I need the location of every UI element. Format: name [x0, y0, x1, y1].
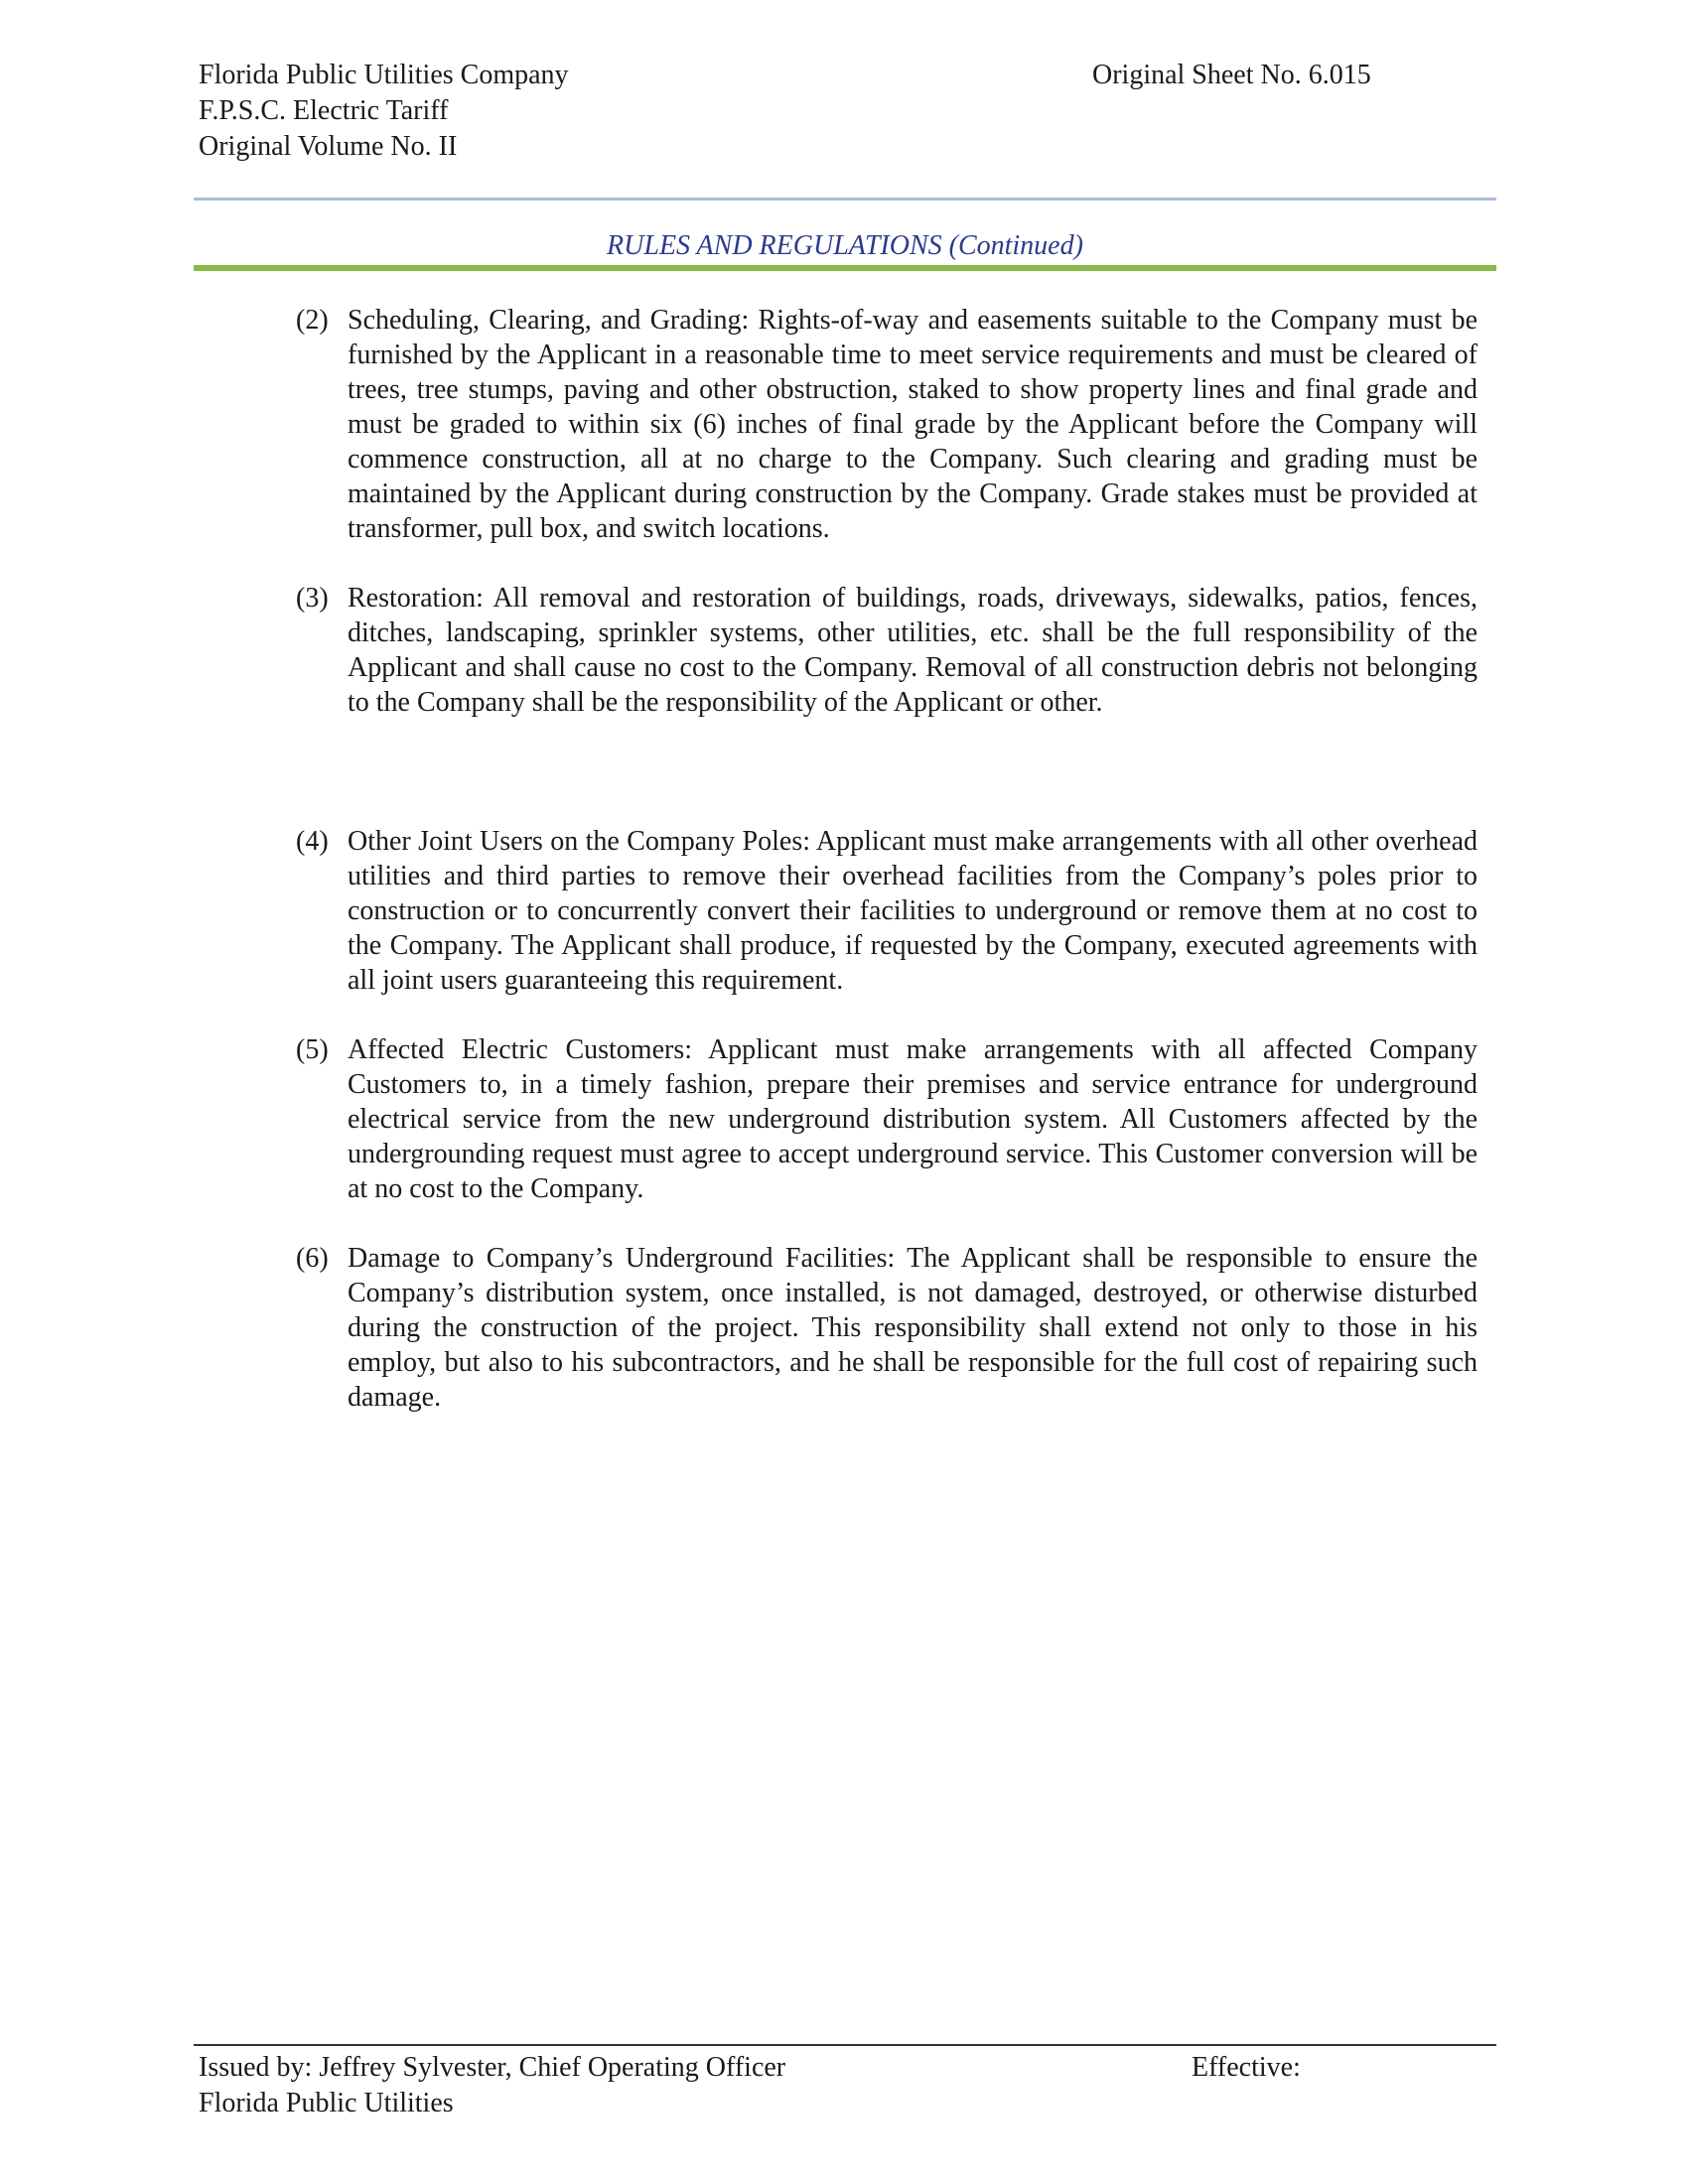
item-number: (2)	[296, 305, 329, 336]
item-number: (6)	[296, 1243, 329, 1274]
rule-item-5	[296, 1032, 1477, 1206]
rule-item-6	[296, 1241, 1477, 1415]
sheet-number: Original Sheet No. 6.015	[1092, 60, 1371, 90]
organization-name: Florida Public Utilities	[199, 2088, 454, 2118]
header-divider	[194, 198, 1496, 201]
volume-label: Original Volume No. II	[199, 131, 458, 162]
item-number: (5)	[296, 1034, 329, 1065]
item-text: Restoration: All removal and restoration of buildings, roads, driveways, sidewalks, patios, fences, ditches, landscaping, sprinkler systems, other utilities, etc. shall be the full responsibility of the Applicant and shall cause no cost to the Company. Removal of all construction debris not belonging to the Company shall be the responsibility of the Applicant or other.	[348, 583, 1477, 718]
footer-left	[199, 2050, 785, 2121]
issued-by: Issued by: Jeffrey Sylvester, Chief Operating Officer	[199, 2052, 786, 2083]
rule-item-4	[296, 824, 1477, 998]
footer-divider	[194, 2044, 1496, 2046]
tariff-name: F.P.S.C. Electric Tariff	[199, 95, 449, 126]
item-number: (3)	[296, 583, 329, 614]
section-title: RULES AND REGULATIONS (Continued)	[607, 230, 1083, 261]
company-name: Florida Public Utilities Company	[199, 60, 569, 90]
effective-label: Effective:	[1192, 2052, 1301, 2083]
section-divider	[194, 265, 1496, 271]
item-text: Affected Electric Customers: Applicant must make arrangements with all affected Company Customers to, in a timely fashion, prepare their premises and service entrance for underground electrical service from the new underground distribution system. All Customers affected by the undergrounding request must agree to accept underground service. This Customer conversion will be at no cost to the Company.	[348, 1034, 1477, 1204]
item-text: Scheduling, Clearing, and Grading: Rights-of-way and easements suitable to the Company must be furnished by the Applicant in a reasonable time to meet service requirements and must be cleared of trees, tree stumps, paving and other obstruction, staked to show property lines and final grade and must be graded to within six (6) inches of final grade by the Applicant before the Company will commence construction, all at no charge to the Company. Such clearing and grading must be maintained by the Applicant during construction by the Company. Grade stakes must be provided at transformer, pull box, and switch locations.	[348, 305, 1477, 544]
rule-item-3	[296, 581, 1477, 720]
item-text: Damage to Company’s Underground Facilities: The Applicant shall be responsible to ensure the Company’s distribution system, once installed, is not damaged, destroyed, or otherwise disturbed during the construction of the project. This responsibility shall extend not only to those in his employ, but also to his subcontractors, and he shall be responsible for the full cost of repairing such damage.	[348, 1243, 1477, 1413]
rule-item-2	[296, 303, 1477, 546]
header-left	[199, 58, 569, 165]
item-number: (4)	[296, 826, 329, 857]
item-text: Other Joint Users on the Company Poles: Applicant must make arrangements with all other overhead utilities and third parties to remove their overhead facilities from the Company’s poles prior to construction or to concurrently convert their facilities to underground or remove them at no cost to the Company. The Applicant shall produce, if requested by the Company, executed agreements with all joint users guaranteeing this requirement.	[348, 826, 1477, 996]
